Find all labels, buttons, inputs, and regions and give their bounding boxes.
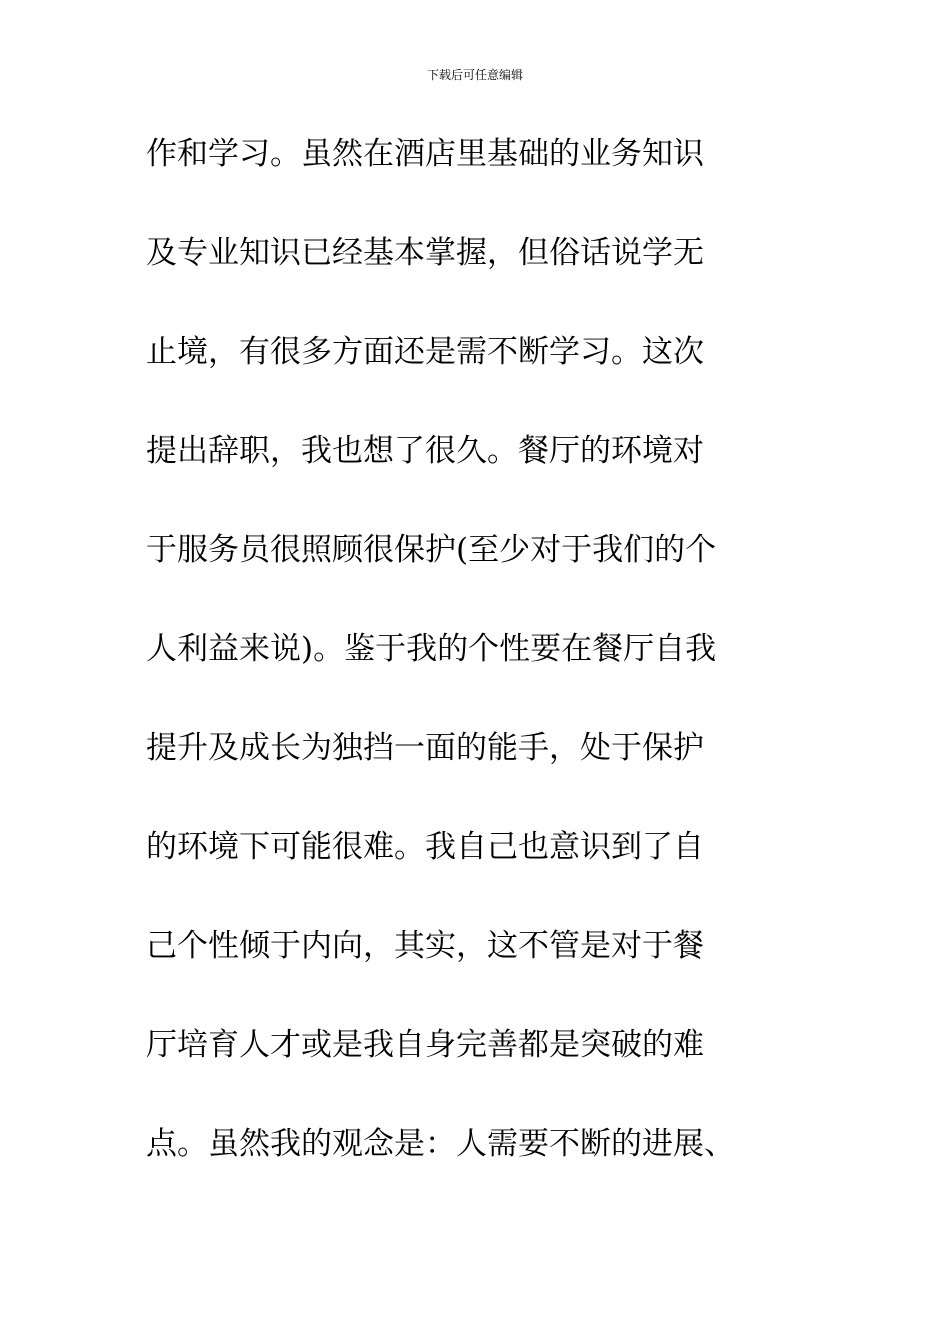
text-line: 止境，有很多方面还是需不断学习。这次 (146, 334, 704, 370)
text-line: 厅培育人才或是我自身完善都是突破的难 (146, 1027, 704, 1063)
text-line: 点。虽然我的观念是：人需要不断的进展、 (146, 1126, 735, 1162)
text-line: 提升及成长为独挡一面的能手，处于保护 (146, 730, 704, 766)
text-line: 于服务员很照顾很保护(至少对于我们的个 (146, 532, 717, 568)
text-line: 的环境下可能很难。我自己也意识到了自 (146, 829, 704, 865)
text-line: 己个性倾于内向，其实，这不管是对于餐 (146, 928, 704, 964)
text-line: 人利益来说)。鉴于我的个性要在餐厅自我 (146, 631, 717, 667)
page-header: 下载后可任意编辑 (426, 68, 523, 82)
text-line: 提出辞职，我也想了很久。餐厅的环境对 (146, 433, 704, 469)
body-text (146, 126, 806, 1215)
text-line: 及专业知识已经基本掌握，但俗话说学无 (146, 235, 704, 271)
text-line: 作和学习。虽然在酒店里基础的业务知识 (146, 136, 704, 172)
